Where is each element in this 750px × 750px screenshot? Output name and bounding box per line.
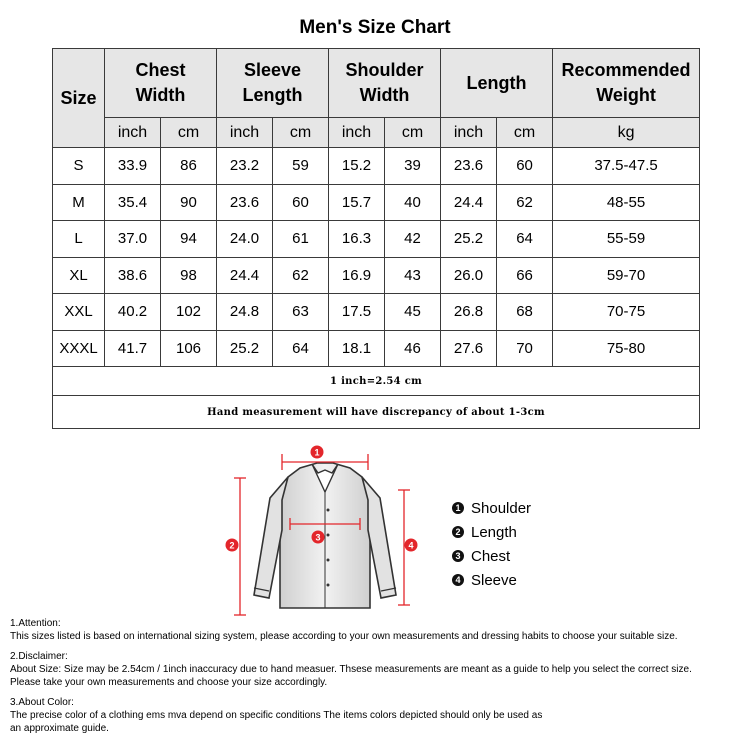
table-row bbox=[53, 148, 700, 185]
unit-cell: cm bbox=[273, 118, 329, 148]
size-label-cell: XXL bbox=[53, 294, 105, 331]
table-cell: 64 bbox=[497, 221, 553, 258]
legend-item-shoulder bbox=[452, 496, 531, 520]
number-badge-icon: 4 bbox=[452, 574, 464, 586]
table-row bbox=[53, 294, 700, 331]
number-badge-icon: 3 bbox=[452, 550, 464, 562]
legend-item-length bbox=[452, 520, 531, 544]
notes-section bbox=[10, 617, 745, 742]
svg-text:1: 1 bbox=[314, 447, 320, 458]
table-cell: 60 bbox=[497, 148, 553, 185]
table-cell: 27.6 bbox=[441, 330, 497, 367]
note-line: an approximate guide. bbox=[10, 723, 109, 734]
note-color bbox=[10, 696, 745, 735]
number-badge-icon: 1 bbox=[452, 502, 464, 514]
header-chest-width: Chest Width bbox=[105, 49, 217, 118]
table-cell: 86 bbox=[161, 148, 217, 185]
svg-text:2: 2 bbox=[229, 540, 235, 551]
table-row bbox=[53, 330, 700, 367]
size-label-cell: L bbox=[53, 221, 105, 258]
table-cell: 40.2 bbox=[105, 294, 161, 331]
unit-cell: cm bbox=[385, 118, 441, 148]
table-cell: 39 bbox=[385, 148, 441, 185]
table-cell: 24.4 bbox=[217, 257, 273, 294]
note-line: The precise color of a clothing ems mva depend on specific conditions The items colors depicted should only be used as bbox=[10, 710, 543, 721]
table-cell: 15.7 bbox=[329, 184, 385, 221]
table-cell: 102 bbox=[161, 294, 217, 331]
table-cell: 15.2 bbox=[329, 148, 385, 185]
svg-text:4: 4 bbox=[408, 540, 414, 551]
table-cell: 35.4 bbox=[105, 184, 161, 221]
table-cell: 106 bbox=[161, 330, 217, 367]
units-row bbox=[53, 118, 700, 148]
table-cell: 63 bbox=[273, 294, 329, 331]
note-line: This sizes listed is based on international sizing system, please according to your own measurements and dressing habits to choose your suitable size. bbox=[10, 631, 678, 642]
size-label-cell: XXXL bbox=[53, 330, 105, 367]
unit-cell: kg bbox=[553, 118, 700, 148]
number-badge-icon: 2 bbox=[452, 526, 464, 538]
header-shoulder-width: Shoulder Width bbox=[329, 49, 441, 118]
table-cell: 64 bbox=[273, 330, 329, 367]
table-cell: 26.0 bbox=[441, 257, 497, 294]
unit-cell: inch bbox=[441, 118, 497, 148]
table-cell: 18.1 bbox=[329, 330, 385, 367]
table-cell: 48-55 bbox=[553, 184, 700, 221]
table-cell: 24.4 bbox=[441, 184, 497, 221]
marker-2 bbox=[226, 539, 239, 552]
header-length: Length bbox=[441, 49, 553, 118]
table-cell: 66 bbox=[497, 257, 553, 294]
marker-3 bbox=[312, 531, 325, 544]
legend-item-chest bbox=[452, 544, 531, 568]
table-cell: 46 bbox=[385, 330, 441, 367]
table-cell: 70-75 bbox=[553, 294, 700, 331]
header-recommended-weight: Recommended Weight bbox=[553, 49, 700, 118]
table-cell: 37.5-47.5 bbox=[553, 148, 700, 185]
shirt-icon bbox=[254, 463, 396, 608]
size-label-cell: XL bbox=[53, 257, 105, 294]
table-cell: 40 bbox=[385, 184, 441, 221]
legend-label: Length bbox=[471, 523, 517, 541]
table-cell: 24.0 bbox=[217, 221, 273, 258]
note-attention bbox=[10, 617, 745, 643]
size-rows bbox=[53, 148, 700, 367]
table-cell: 59-70 bbox=[553, 257, 700, 294]
table-cell: 23.2 bbox=[217, 148, 273, 185]
note-heading: 3.About Color: bbox=[10, 697, 74, 708]
table-cell: 42 bbox=[385, 221, 441, 258]
table-cell: 16.9 bbox=[329, 257, 385, 294]
conversion-note: 1 inch=2.54 cm bbox=[53, 367, 700, 396]
table-cell: 45 bbox=[385, 294, 441, 331]
unit-cell: cm bbox=[497, 118, 553, 148]
table-cell: 70 bbox=[497, 330, 553, 367]
note-heading: 2.Disclaimer: bbox=[10, 651, 68, 662]
note-line: About Size: Size may be 2.54cm / 1inch inaccuracy due to hand measuer. Thsese measurements are meant as a guide to help you select the correct size. bbox=[10, 664, 692, 675]
table-cell: 25.2 bbox=[441, 221, 497, 258]
table-cell: 60 bbox=[273, 184, 329, 221]
header-sleeve-length: Sleeve Length bbox=[217, 49, 329, 118]
table-cell: 75-80 bbox=[553, 330, 700, 367]
unit-cell: inch bbox=[105, 118, 161, 148]
table-cell: 41.7 bbox=[105, 330, 161, 367]
table-cell: 17.5 bbox=[329, 294, 385, 331]
legend-label: Chest bbox=[471, 547, 511, 565]
table-cell: 62 bbox=[273, 257, 329, 294]
discrepancy-note-row bbox=[53, 396, 700, 429]
table-cell: 24.8 bbox=[217, 294, 273, 331]
legend-label: Shoulder bbox=[471, 499, 532, 517]
table-cell: 33.9 bbox=[105, 148, 161, 185]
table-cell: 90 bbox=[161, 184, 217, 221]
note-line: Please take your own measurements and choose your size accordingly. bbox=[10, 677, 328, 688]
table-row bbox=[53, 257, 700, 294]
table-cell: 62 bbox=[497, 184, 553, 221]
header-row bbox=[53, 49, 700, 118]
table-cell: 94 bbox=[161, 221, 217, 258]
marker-4 bbox=[405, 539, 418, 552]
unit-cell: inch bbox=[329, 118, 385, 148]
discrepancy-note: Hand measurement will have discrepancy of about 1-3cm bbox=[53, 396, 700, 429]
legend-label: Sleeve bbox=[471, 571, 517, 589]
size-chart-table bbox=[52, 48, 700, 429]
table-row bbox=[53, 184, 700, 221]
table-cell: 43 bbox=[385, 257, 441, 294]
table-cell: 37.0 bbox=[105, 221, 161, 258]
table-row bbox=[53, 221, 700, 258]
table-cell: 98 bbox=[161, 257, 217, 294]
table-cell: 61 bbox=[273, 221, 329, 258]
table-cell: 16.3 bbox=[329, 221, 385, 258]
unit-cell: inch bbox=[217, 118, 273, 148]
size-label-cell: M bbox=[53, 184, 105, 221]
table-cell: 26.8 bbox=[441, 294, 497, 331]
table-cell: 55-59 bbox=[553, 221, 700, 258]
table-cell: 38.6 bbox=[105, 257, 161, 294]
table-cell: 68 bbox=[497, 294, 553, 331]
shirt-measurement-diagram bbox=[220, 440, 430, 620]
svg-text:3: 3 bbox=[315, 532, 321, 543]
marker-1 bbox=[311, 446, 324, 459]
note-disclaimer bbox=[10, 650, 745, 689]
note-heading: 1.Attention: bbox=[10, 618, 61, 629]
page-title: Men's Size Chart bbox=[299, 17, 451, 38]
legend-item-sleeve bbox=[452, 568, 531, 592]
table-cell: 23.6 bbox=[217, 184, 273, 221]
size-header: Size bbox=[53, 49, 105, 148]
table-cell: 59 bbox=[273, 148, 329, 185]
unit-cell: cm bbox=[161, 118, 217, 148]
size-label-cell: S bbox=[53, 148, 105, 185]
measurement-legend bbox=[452, 496, 531, 592]
conversion-note-row bbox=[53, 367, 700, 396]
table-cell: 23.6 bbox=[441, 148, 497, 185]
table-cell: 25.2 bbox=[217, 330, 273, 367]
